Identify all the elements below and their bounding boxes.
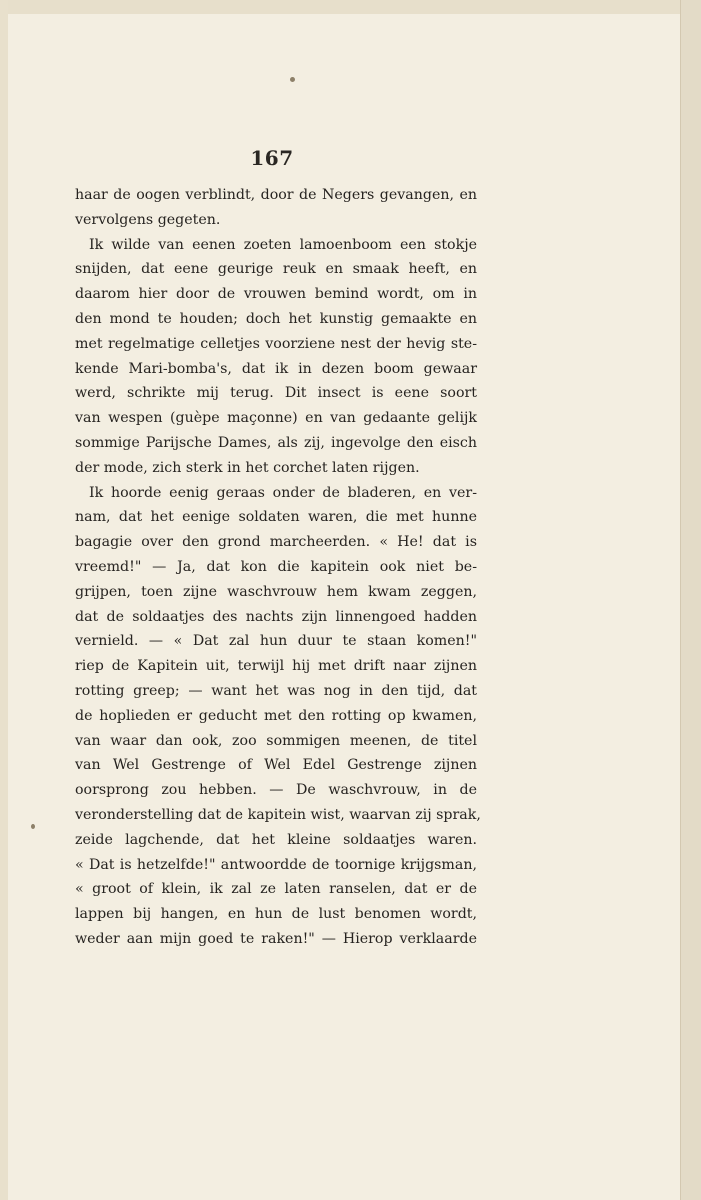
text-line: grijpen, toen zijne waschvrouw hem kwam zeggen, xyxy=(75,583,477,600)
text-line: vreemd!" — Ja, dat kon die kapitein ook niet be- xyxy=(75,558,477,575)
text-line: sommige Parijsche Dames, als zij, ingevolge den eisch xyxy=(75,434,477,451)
page-edge xyxy=(680,0,701,1200)
text-line: den mond te houden; doch het kunstig gemaakte en xyxy=(75,310,477,327)
text-line: Ik hoorde eenig geraas onder de bladeren, en ver- xyxy=(89,484,477,501)
text-line: dat de soldaatjes des nachts zijn linnengoed hadden xyxy=(75,608,477,625)
text-line: Ik wilde van eenen zoeten lamoenboom een stokje xyxy=(89,236,477,253)
text-line: weder aan mijn goed te raken!" — Hierop verklaarde xyxy=(75,930,477,947)
text-line: werd, schrikte mij terug. Dit insect is eene soort xyxy=(75,385,477,402)
scan-top-border xyxy=(0,0,701,14)
text-line: oorsprong zou hebben. — De waschvrouw, in de xyxy=(75,782,477,799)
text-line: der mode, zich sterk in het corchet laten rijgen. xyxy=(75,459,420,476)
ink-speck xyxy=(290,77,295,82)
text-line: zeide lagchende, dat het kleine soldaatjes waren. xyxy=(75,831,477,848)
text-line: kende Mari-bomba's, dat ik in dezen boom gewaar xyxy=(75,360,477,377)
text-line: van waar dan ook, zoo sommigen meenen, de titel xyxy=(75,732,477,749)
text-line: vervolgens gegeten. xyxy=(75,211,221,228)
text-line: lappen bij hangen, en hun de lust benomen wordt, xyxy=(75,906,477,923)
text-line: bagagie over den grond marcheerden. « He! dat is xyxy=(75,534,477,551)
text-line: haar de oogen verblindt, door de Negers gevangen, en xyxy=(75,187,477,203)
page-number: 167 xyxy=(250,146,294,170)
text-line: riep de Kapitein uit, terwijl hij met drift naar zijnen xyxy=(75,658,477,675)
text-line: de hoplieden er geducht met den rotting op kwamen, xyxy=(75,707,477,724)
text-line: vernield. — « Dat zal hun duur te staan komen!" xyxy=(75,633,477,650)
text-line: veronderstelling dat de kapitein wist, waarvan zij sprak, xyxy=(75,806,481,823)
text-line: snijden, dat eene geurige reuk en smaak heeft, en xyxy=(75,261,477,278)
page-text xyxy=(75,183,481,952)
scan-left-border xyxy=(0,0,8,1200)
text-line: met regelmatige celletjes voorziene nest der hevig ste- xyxy=(75,335,477,352)
text-line: van Wel Gestrenge of Wel Edel Gestrenge zijnen xyxy=(75,757,477,774)
text-line: « Dat is hetzelfde!" antwoordde de toornige krijgsman, xyxy=(75,856,477,873)
ink-speck xyxy=(31,824,35,829)
text-line: « groot of klein, ik zal ze laten ranselen, dat er de xyxy=(75,881,477,898)
text-line: rotting greep; — want het was nog in den tijd, dat xyxy=(75,682,477,699)
text-line: nam, dat het eenige soldaten waren, die met hunne xyxy=(75,509,477,526)
text-line: daarom hier door de vrouwen bemind wordt, om in xyxy=(75,286,477,303)
text-line: van wespen (guèpe maçonne) en van gedaante gelijk xyxy=(75,410,477,427)
